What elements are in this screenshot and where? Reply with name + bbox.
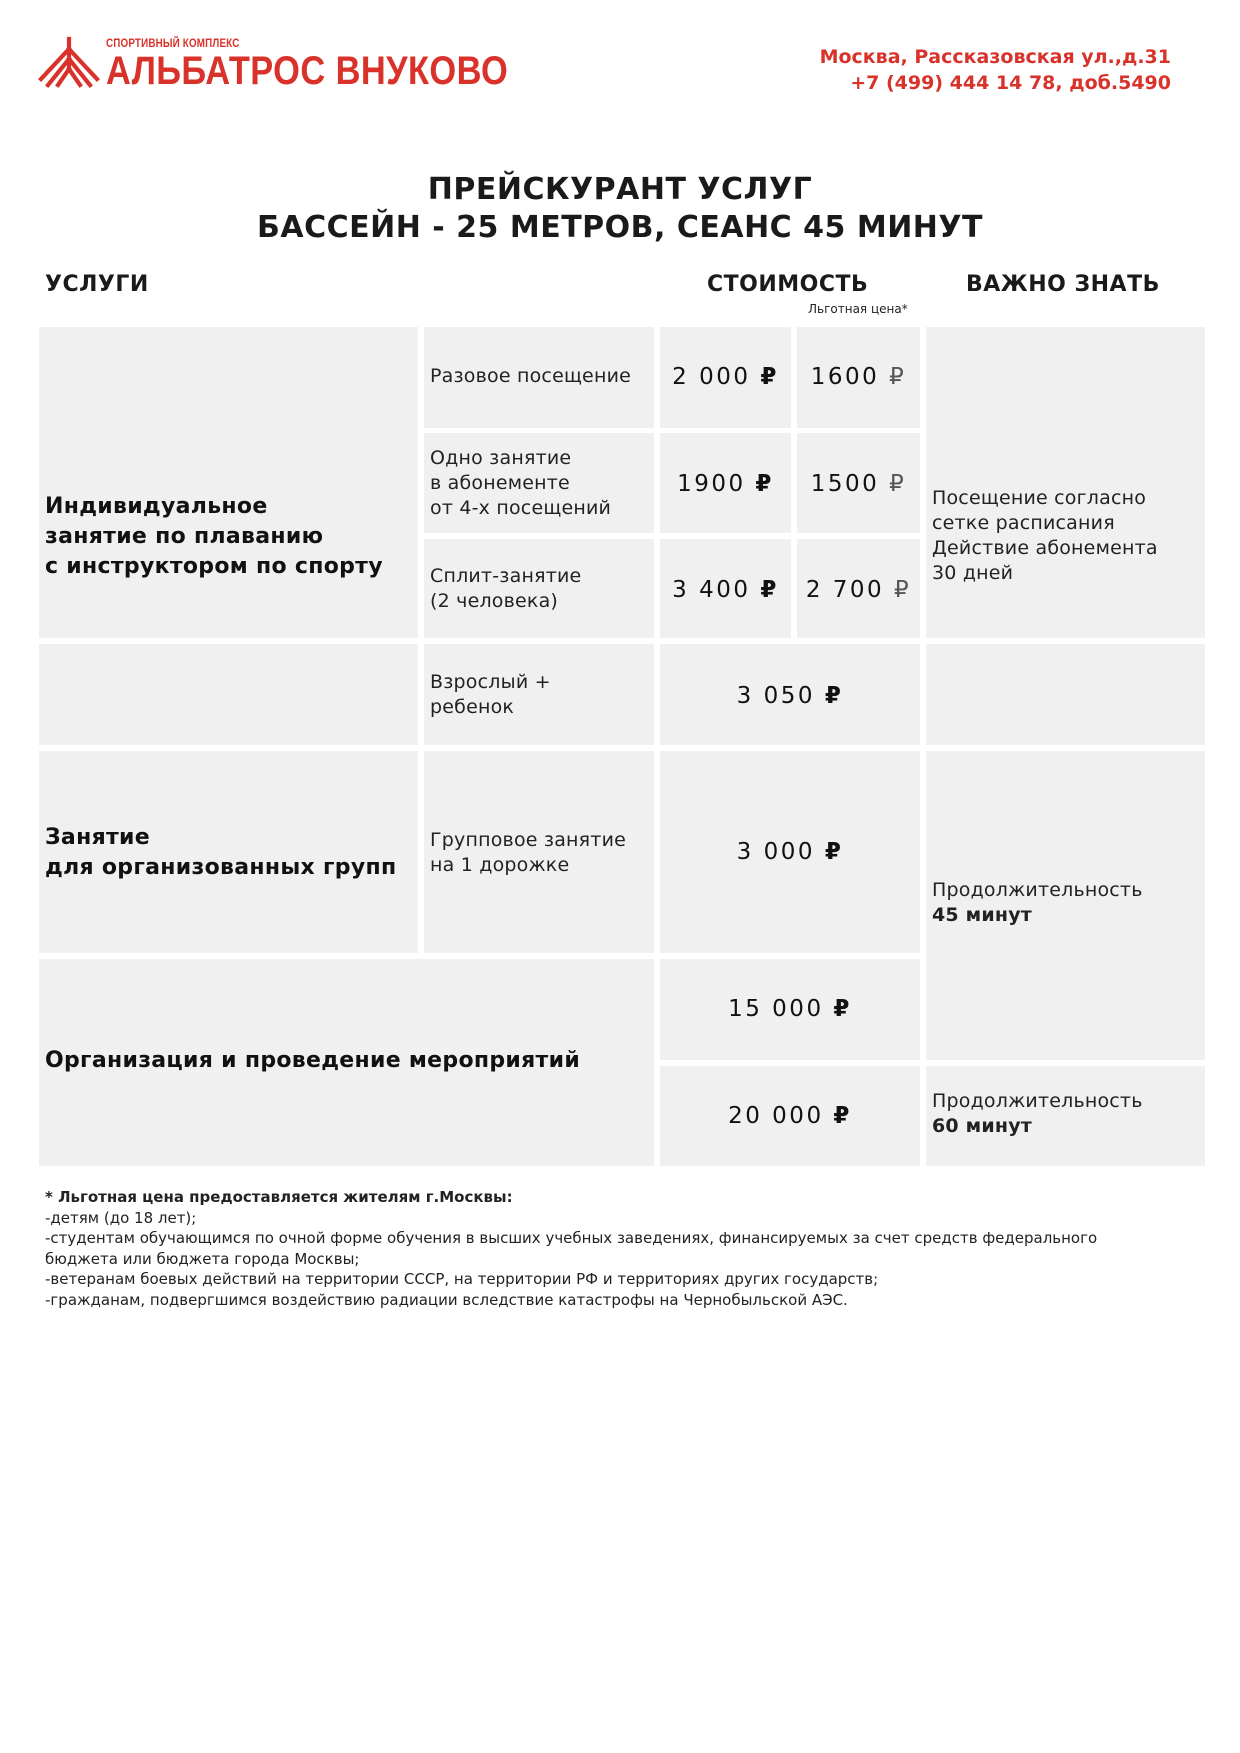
contacts (820, 44, 1171, 96)
group-title: Занятие для организованных групп (45, 825, 397, 880)
title-line-1: ПРЕЙСКУРАНТ УСЛУГ (427, 172, 813, 207)
discount-single: 1600 ₽ (810, 364, 907, 390)
price-adult-child: 3 050 ₽ (736, 683, 844, 709)
column-header-important: ВАЖНО ЗНАТЬ (966, 272, 1160, 297)
address: Москва, Рассказовская ул.,д.31 (819, 46, 1171, 68)
events-title: Организация и проведение мероприятий (45, 1048, 581, 1073)
discount-split: 2 700 ₽ (805, 577, 912, 603)
footnote-item: -студентам обучающимся по очной форме обучения в высших учебных заведениях, финансируемых за счет средств федерального (45, 1229, 1098, 1247)
ruble-icon: ₽ (833, 996, 852, 1022)
group-note: Продолжительность 45 минут (932, 879, 1143, 926)
ruble-icon: ₽ (833, 1103, 852, 1129)
logo-title: АЛЬБАТРОС ВНУКОВО (106, 49, 509, 93)
ruble-icon: ₽ (824, 683, 844, 709)
individual-blank-cell (39, 644, 418, 745)
ruble-icon: ₽ (760, 364, 779, 390)
individual-note: Посещение согласно сетке расписания Действие абонемента 30 дней (932, 487, 1158, 584)
group-service-label: Групповое занятие на 1 дорожке (430, 829, 627, 876)
logo-subtitle: СПОРТИВНЫЙ КОМПЛЕКС (106, 36, 240, 50)
albatross-logo-icon (38, 35, 100, 91)
price-split: 3 400 ₽ (672, 577, 779, 603)
footnote-item: бюджета или бюджета города Москвы; (45, 1249, 360, 1268)
footnote-item: -детям (до 18 лет); (45, 1208, 197, 1227)
title-line-2: БАССЕЙН - 25 МЕТРОВ, СЕАНС 45 МИНУТ (256, 210, 983, 245)
ruble-icon: ₽ (889, 471, 907, 497)
ruble-icon: ₽ (755, 471, 774, 497)
price-group: 3 000 ₽ (736, 839, 844, 865)
price-events-1: 15 000 ₽ (728, 996, 852, 1022)
ruble-icon: ₽ (894, 577, 912, 603)
price-subscription: 1900 ₽ (677, 471, 774, 497)
footnote (45, 1187, 1195, 1310)
logo (38, 33, 509, 97)
service-single-label: Разовое посещение (430, 365, 632, 387)
discount-subscription: 1500 ₽ (810, 471, 907, 497)
page-title (0, 171, 1240, 247)
note-cell-blank (926, 644, 1205, 745)
ruble-icon: ₽ (760, 577, 779, 603)
price-events-2: 20 000 ₽ (728, 1103, 852, 1129)
footnote-item: -гражданам, подвергшимся воздействию радиации вследствие катастрофы на Чернобыльской АЭС. (45, 1290, 848, 1309)
price-single: 2 000 ₽ (672, 364, 779, 390)
service-subscription-label: Одно занятие в абонементе от 4-х посещений (430, 447, 612, 519)
note-cell-individual (926, 327, 1205, 638)
service-adult-child-label: Взрослый + ребенок (430, 671, 551, 718)
service-split-label: Сплит-занятие (2 человека) (430, 565, 582, 612)
ruble-icon: ₽ (824, 839, 844, 865)
column-header-services: УСЛУГИ (45, 272, 149, 297)
events-note: Продолжительность 60 минут (932, 1090, 1143, 1137)
column-header-discount: Льготная цена* (808, 302, 908, 316)
footnote-item: -ветеранам боевых действий на территории СССР, на территории РФ и территориях других государств; (45, 1270, 879, 1288)
phone: +7 (499) 444 14 78, доб.5490 (850, 72, 1171, 94)
individual-title-cell (39, 327, 418, 638)
ruble-icon: ₽ (889, 364, 907, 390)
individual-title: Индивидуальное занятие по плаванию с инструктором по спорту (45, 494, 383, 579)
column-header-cost: СТОИМОСТЬ (707, 272, 869, 297)
footnote-head: * Льготная цена предоставляется жителям г.Москвы: (45, 1188, 513, 1206)
